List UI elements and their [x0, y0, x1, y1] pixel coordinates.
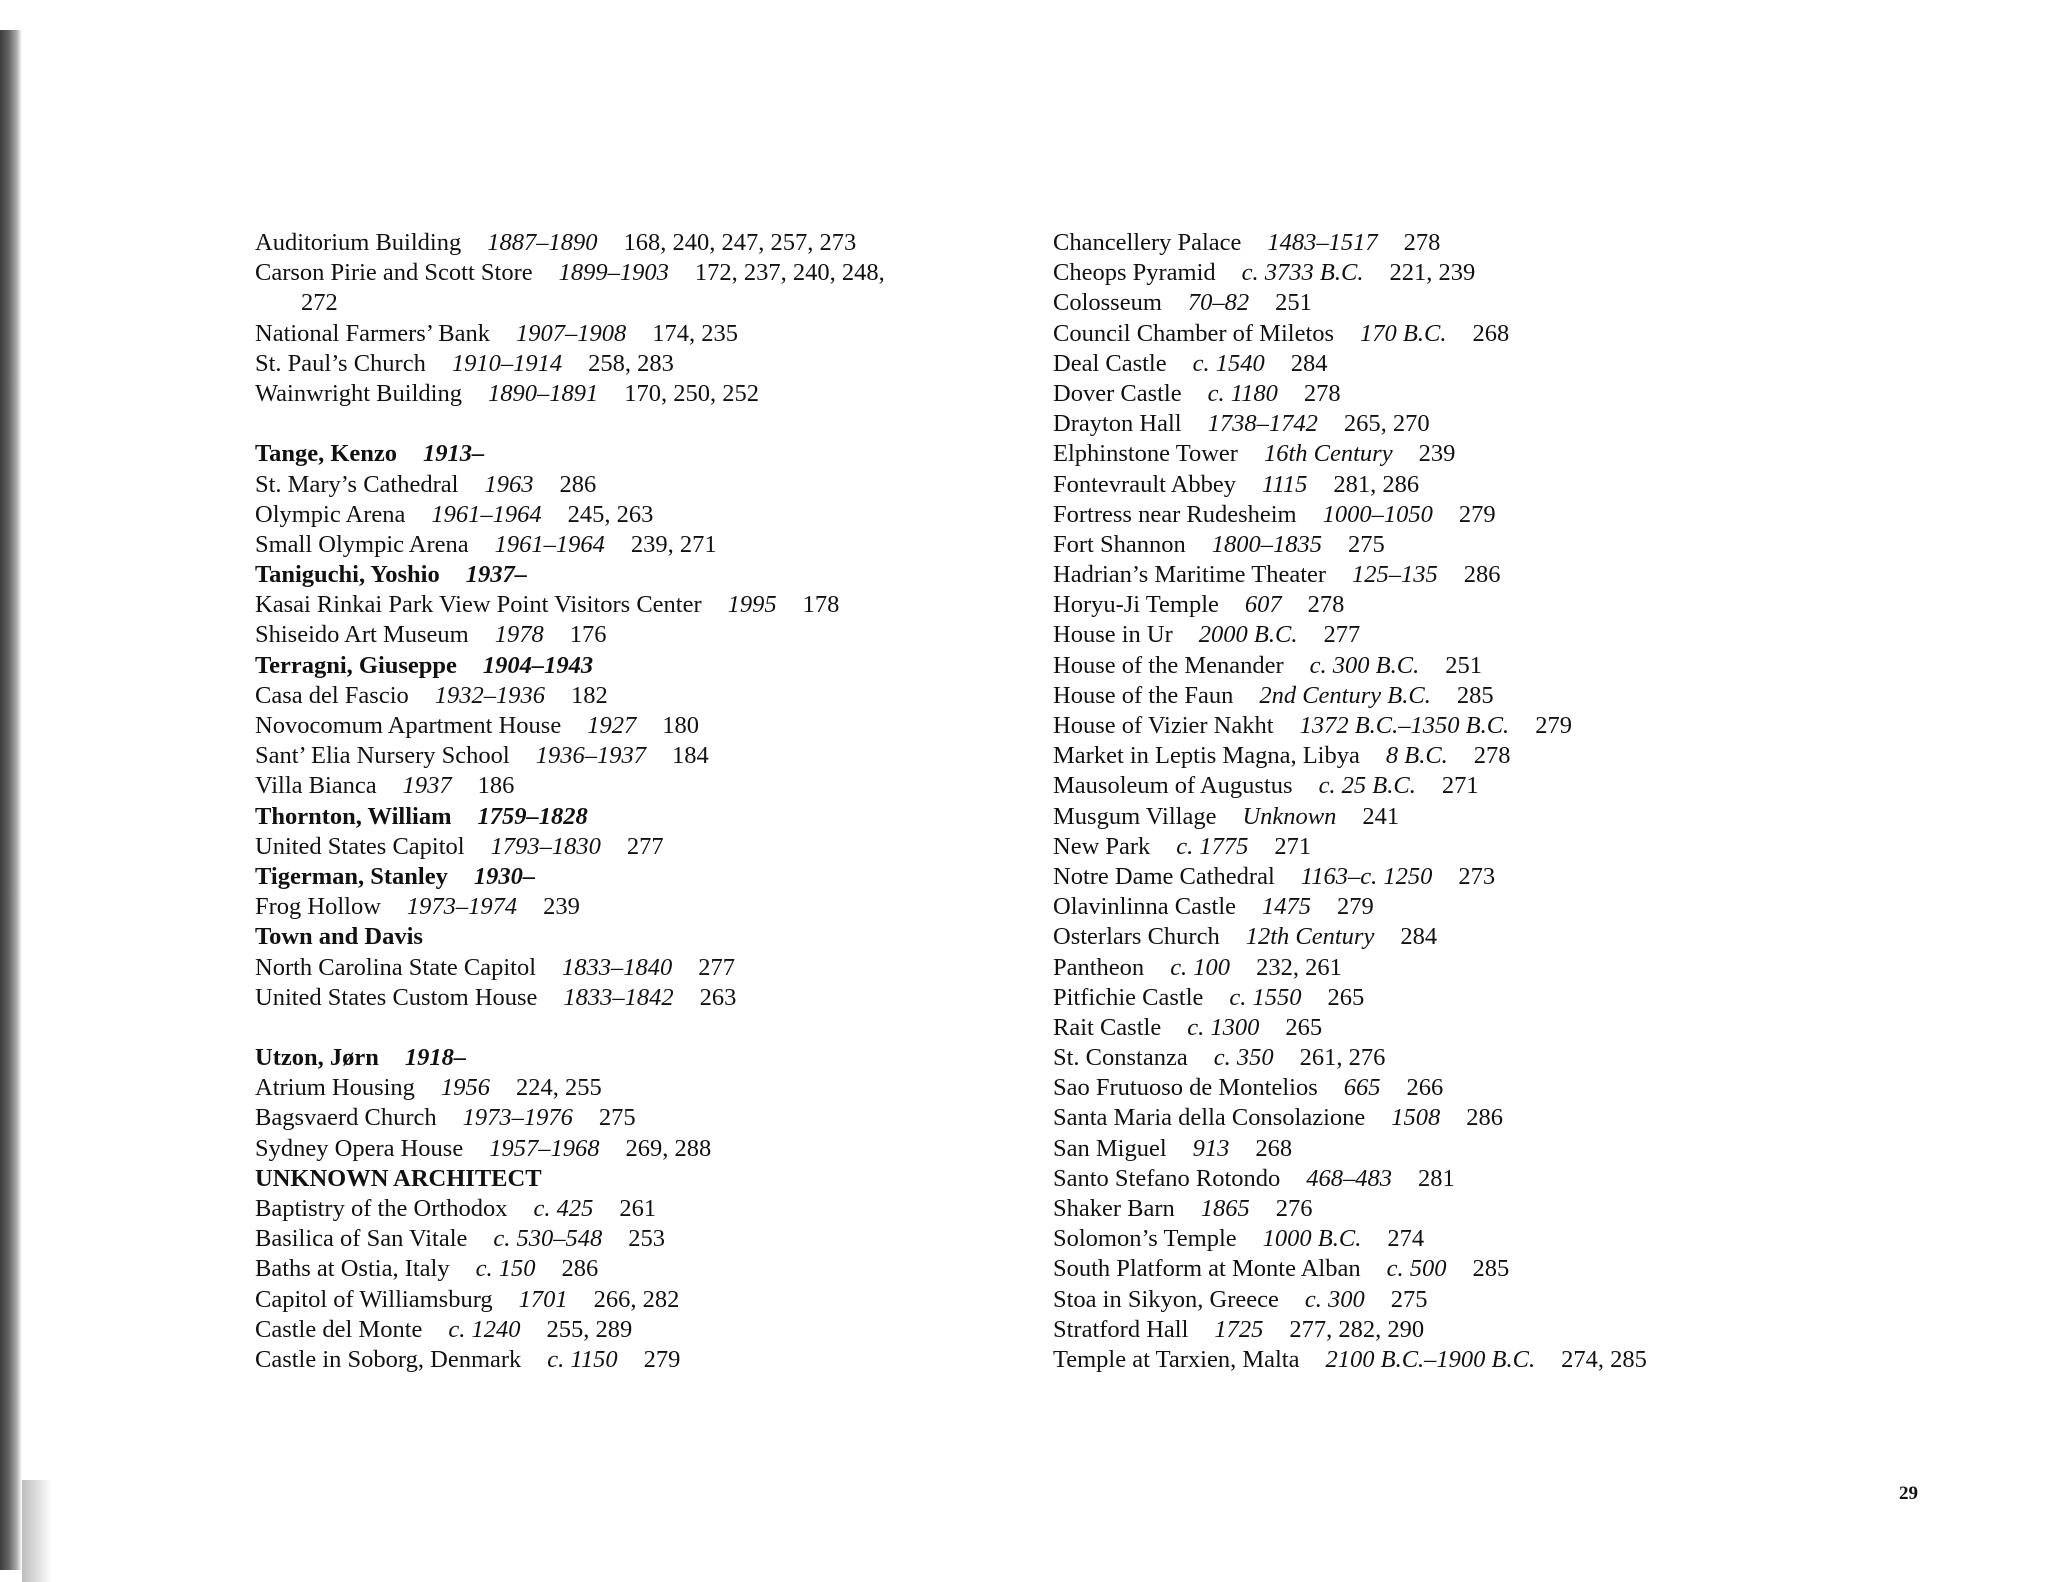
building-name: Casa del Fascio	[255, 681, 409, 709]
building-date: 913	[1192, 1134, 1230, 1162]
building-date: 1800–1835	[1211, 530, 1322, 558]
architect-name: Utzon, Jørn	[255, 1044, 379, 1072]
index-entry	[1053, 1164, 1813, 1194]
entry-pages: 279	[1458, 500, 1496, 528]
building-name: Baths at Ostia, Italy	[255, 1255, 450, 1283]
entry-pages: 251	[1275, 289, 1312, 317]
entry-continuation	[255, 288, 1015, 318]
entry-pages: 286	[1466, 1104, 1504, 1132]
index-entry	[1053, 439, 1813, 469]
entry-pages: 275	[1390, 1285, 1428, 1313]
entry-pages: 286	[561, 1255, 599, 1283]
building-date: 607	[1244, 591, 1282, 619]
building-date: 1475	[1262, 893, 1312, 921]
entry-pages: 278	[1307, 591, 1345, 619]
architect-heading	[255, 802, 1015, 832]
entry-pages: 277, 282, 290	[1289, 1315, 1425, 1343]
index-entry	[1053, 500, 1813, 530]
building-date: c. 100	[1170, 953, 1231, 981]
entry-pages: 281	[1418, 1164, 1455, 1192]
building-name: Sant’ Elia Nursery School	[255, 742, 510, 770]
entry-pages: 277	[698, 953, 736, 981]
index-entry	[255, 681, 1015, 711]
building-name: House in Ur	[1053, 621, 1173, 649]
architect-heading	[255, 651, 1015, 681]
building-name: Castle in Soborg, Denmark	[255, 1345, 522, 1373]
index-entry	[1053, 711, 1813, 741]
building-name: Fort Shannon	[1053, 530, 1186, 558]
building-name: Notre Dame Cathedral	[1053, 862, 1275, 890]
entry-pages: 265	[1327, 983, 1365, 1011]
building-date: 1957–1968	[489, 1134, 600, 1162]
index-entry	[1053, 1043, 1813, 1073]
index-entry	[255, 771, 1015, 801]
index-entry	[255, 1134, 1015, 1164]
index-entry	[1053, 620, 1813, 650]
entry-pages: 266, 282	[593, 1285, 680, 1313]
building-name: United States Custom House	[255, 983, 538, 1011]
building-date: c. 1180	[1207, 379, 1278, 407]
entry-pages: 178	[802, 591, 840, 619]
building-name: Olavinlinna Castle	[1053, 893, 1237, 921]
architect-dates: 1937–	[465, 561, 527, 589]
building-date: 1163–c. 1250	[1300, 862, 1433, 890]
entry-pages: 174, 235	[652, 319, 738, 347]
building-date: 1927	[587, 712, 637, 739]
index-entry	[1053, 1194, 1813, 1224]
building-name: Mausoleum of Augustus	[1053, 772, 1293, 800]
building-name: Basilica of San Vitale	[255, 1225, 468, 1253]
entry-pages: 271	[1274, 832, 1312, 860]
entry-pages: 279	[643, 1345, 681, 1373]
entry-pages: 269, 288	[625, 1134, 712, 1162]
index-entry	[255, 832, 1015, 862]
entry-pages: 268	[1472, 319, 1510, 347]
building-date: 1865	[1200, 1195, 1250, 1222]
index-entry	[1053, 892, 1813, 922]
building-name: San Miguel	[1053, 1134, 1167, 1162]
building-name: Wainwright Building	[255, 379, 462, 407]
index-entry	[255, 590, 1015, 620]
entry-pages: 265, 270	[1343, 410, 1430, 438]
index-entry	[255, 983, 1015, 1013]
entry-pages: 279	[1535, 712, 1572, 739]
entry-pages: 265	[1285, 1013, 1323, 1041]
entry-pages: 272	[301, 289, 338, 317]
entry-pages: 263	[699, 983, 737, 1011]
index-entry	[1053, 771, 1813, 801]
entry-pages: 285	[1456, 681, 1494, 709]
index-entry	[255, 258, 1015, 288]
building-name: Pitfichie Castle	[1053, 983, 1204, 1011]
building-date: 1890–1891	[487, 379, 599, 407]
building-date: 2100 B.C.–1900 B.C.	[1325, 1345, 1536, 1373]
building-date: 2000 B.C.	[1198, 621, 1298, 649]
building-name: Capitol of Williamsburg	[255, 1285, 493, 1313]
architect-name: Town and Davis	[255, 923, 423, 951]
entry-pages: 253	[628, 1225, 666, 1253]
building-name: New Park	[1053, 832, 1151, 860]
building-name: Small Olympic Arena	[255, 530, 469, 558]
entry-pages: 281, 286	[1333, 470, 1420, 498]
building-name: Drayton Hall	[1053, 410, 1182, 438]
entry-pages: 221, 239	[1389, 259, 1476, 287]
index-entry	[1053, 862, 1813, 892]
building-date: 1932–1936	[434, 681, 546, 709]
page-number: 29	[1899, 1483, 1918, 1504]
building-name: Deal Castle	[1053, 349, 1167, 377]
building-date: 1910–1914	[451, 349, 563, 377]
entry-pages: 224, 255	[515, 1074, 602, 1102]
entry-pages: 180	[662, 712, 699, 739]
building-name: Olympic Arena	[255, 500, 406, 528]
index-entry	[1053, 832, 1813, 862]
building-name: Fontevrault Abbey	[1053, 470, 1237, 498]
building-date: 1793–1830	[490, 832, 601, 860]
building-date: 1725	[1214, 1315, 1264, 1343]
building-date: c. 150	[475, 1255, 536, 1283]
entry-pages: 274	[1387, 1225, 1425, 1253]
entry-pages: 168, 240, 247, 257, 273	[623, 229, 857, 256]
architect-name: Tigerman, Stanley	[255, 862, 448, 890]
building-date: 1973–1974	[406, 893, 518, 921]
building-date: 1000 B.C.	[1262, 1225, 1362, 1253]
building-name: South Platform at Monte Alban	[1053, 1255, 1361, 1283]
building-date: 1833–1842	[563, 983, 674, 1011]
building-date: c. 1240	[448, 1315, 521, 1343]
entry-pages: 232, 261	[1256, 953, 1342, 981]
index-entry	[1053, 560, 1813, 590]
index-entry	[1053, 1073, 1813, 1103]
entry-pages: 277	[626, 832, 664, 860]
index-column-left	[255, 228, 1015, 1375]
section-gap	[255, 1013, 1015, 1043]
building-name: Fortress near Rudesheim	[1053, 500, 1297, 528]
index-entry	[255, 500, 1015, 530]
entry-pages: 239, 271	[630, 530, 717, 558]
architect-heading	[255, 1043, 1015, 1073]
building-date: c. 1300	[1187, 1013, 1260, 1041]
building-date: 8 B.C.	[1385, 742, 1448, 770]
building-name: Horyu-Ji Temple	[1053, 591, 1219, 619]
index-entry	[1053, 1345, 1813, 1375]
entry-pages: 182	[571, 681, 608, 709]
building-date: 468–483	[1306, 1164, 1393, 1192]
building-date: c. 350	[1213, 1044, 1274, 1072]
index-entry	[255, 620, 1015, 650]
index-entry	[1053, 1013, 1813, 1043]
architect-heading	[255, 862, 1015, 892]
index-entry	[1053, 228, 1813, 258]
building-date: 16th Century	[1263, 440, 1393, 468]
building-name: Chancellery Palace	[1053, 229, 1242, 256]
entry-pages: 285	[1472, 1255, 1510, 1283]
building-name: Elphinstone Tower	[1053, 440, 1238, 468]
index-entry	[255, 953, 1015, 983]
building-name: Carson Pirie and Scott Store	[255, 259, 533, 287]
building-date: c. 300 B.C.	[1309, 651, 1420, 679]
index-entry	[1053, 409, 1813, 439]
building-name: United States Capitol	[255, 832, 465, 860]
architect-dates: 1918–	[404, 1044, 467, 1072]
building-date: 12th Century	[1245, 923, 1375, 951]
building-name: Shaker Barn	[1053, 1195, 1175, 1222]
building-name: National Farmers’ Bank	[255, 319, 490, 347]
building-date: 1936–1937	[535, 742, 646, 770]
index-entry	[1053, 590, 1813, 620]
building-name: St. Constanza	[1053, 1044, 1188, 1072]
entry-pages: 176	[569, 621, 607, 649]
building-date: Unknown	[1242, 802, 1337, 830]
entry-pages: 273	[1458, 862, 1496, 890]
index-entry	[255, 470, 1015, 500]
building-date: 1508	[1391, 1104, 1441, 1132]
index-entry	[255, 1194, 1015, 1224]
building-name: Solomon’s Temple	[1053, 1225, 1237, 1253]
index-entry	[1053, 530, 1813, 560]
index-entry	[1053, 1254, 1813, 1284]
index-entry	[255, 1254, 1015, 1284]
entry-pages: 268	[1255, 1134, 1293, 1162]
building-name: Pantheon	[1053, 953, 1145, 981]
index-entry	[1053, 379, 1813, 409]
entry-pages: 239	[543, 893, 580, 921]
architect-dates: 1904–1943	[482, 651, 594, 679]
building-name: Osterlars Church	[1053, 923, 1220, 951]
building-date: 1000–1050	[1322, 500, 1433, 528]
index-entry	[1053, 319, 1813, 349]
building-name: Kasai Rinkai Park View Point Visitors Center	[255, 591, 702, 619]
building-name: Atrium Housing	[255, 1074, 415, 1102]
building-date: 1978	[494, 621, 544, 649]
building-date: c. 3733 B.C.	[1241, 259, 1364, 287]
building-name: Sao Frutuoso de Montelios	[1053, 1074, 1318, 1102]
entry-pages: 245, 263	[567, 500, 654, 528]
book-spine-shadow	[0, 30, 22, 1570]
entry-pages: 284	[1290, 349, 1328, 377]
building-date: 665	[1343, 1074, 1381, 1102]
building-date: 1115	[1262, 470, 1308, 498]
entry-pages: 258, 283	[588, 349, 674, 377]
building-name: House of the Menander	[1053, 651, 1284, 679]
index-entry	[1053, 1134, 1813, 1164]
building-name: Villa Bianca	[255, 772, 377, 800]
building-date: c. 1540	[1192, 349, 1265, 377]
building-date: 125–135	[1352, 561, 1438, 589]
entry-pages: 266	[1406, 1074, 1444, 1102]
index-entry	[255, 1073, 1015, 1103]
entry-pages: 278	[1403, 229, 1441, 256]
page-edge-shadow	[22, 1480, 52, 1582]
building-date: 1963	[484, 470, 534, 498]
building-name: Bagsvaerd Church	[255, 1104, 437, 1132]
entry-pages: 239	[1418, 440, 1456, 468]
building-date: 1701	[518, 1285, 568, 1313]
building-name: Santo Stefano Rotondo	[1053, 1164, 1281, 1192]
entry-pages: 286	[559, 470, 597, 498]
index-entry	[1053, 1315, 1813, 1345]
index-entry	[255, 349, 1015, 379]
building-date: 1899–1903	[558, 259, 669, 287]
architect-heading	[255, 560, 1015, 590]
building-date: c. 25 B.C.	[1318, 772, 1416, 800]
building-name: St. Paul’s Church	[255, 349, 426, 377]
building-date: c. 1775	[1176, 832, 1249, 860]
building-date: 1738–1742	[1207, 410, 1318, 438]
index-entry	[255, 711, 1015, 741]
index-entry	[1053, 983, 1813, 1013]
index-column-right	[1053, 228, 1813, 1375]
entry-pages: 276	[1275, 1195, 1313, 1222]
building-name: Musgum Village	[1053, 802, 1217, 830]
building-name: St. Mary’s Cathedral	[255, 470, 459, 498]
building-name: House of the Faun	[1053, 681, 1234, 709]
building-date: c. 300	[1304, 1285, 1365, 1313]
entry-pages: 278	[1303, 379, 1341, 407]
entry-pages: 261, 276	[1299, 1044, 1386, 1072]
index-entry	[1053, 741, 1813, 771]
index-entry	[1053, 288, 1813, 318]
building-date: c. 425	[533, 1195, 594, 1222]
architect-name: Terragni, Giuseppe	[255, 651, 457, 679]
entry-pages: 170, 250, 252	[624, 379, 759, 407]
index-entry	[255, 1285, 1015, 1315]
index-entry	[255, 1315, 1015, 1345]
building-date: 1995	[727, 591, 777, 619]
entry-pages: 255, 289	[546, 1315, 633, 1343]
entry-pages: 186	[477, 772, 515, 800]
architect-name: Thornton, William	[255, 802, 452, 830]
entry-pages: 278	[1473, 742, 1511, 770]
building-name: Rait Castle	[1053, 1013, 1162, 1041]
building-date: c. 500	[1386, 1255, 1447, 1283]
entry-pages: 261	[619, 1195, 657, 1222]
building-name: Frog Hollow	[255, 893, 381, 921]
index-entry	[255, 228, 1015, 258]
entry-pages: 241	[1362, 802, 1400, 830]
entry-pages: 275	[598, 1104, 636, 1132]
index-entry	[1053, 349, 1813, 379]
index-entry	[1053, 1224, 1813, 1254]
architect-dates: 1759–1828	[477, 802, 588, 830]
building-date: 170 B.C.	[1360, 319, 1447, 347]
index-entry	[255, 892, 1015, 922]
building-name: Market in Leptis Magna, Libya	[1053, 742, 1360, 770]
architect-name: UNKNOWN ARCHITECT	[255, 1164, 542, 1192]
entry-pages: 286	[1463, 561, 1501, 589]
building-name: House of Vizier Nakht	[1053, 712, 1274, 739]
index-entry	[1053, 651, 1813, 681]
index-entry	[1053, 1103, 1813, 1133]
building-name: Stratford Hall	[1053, 1315, 1189, 1343]
building-date: 1961–1964	[494, 530, 605, 558]
index-entry	[1053, 470, 1813, 500]
building-name: Baptistry of the Orthodox	[255, 1195, 508, 1222]
building-name: Shiseido Art Museum	[255, 621, 469, 649]
building-name: Hadrian’s Maritime Theater	[1053, 561, 1327, 589]
index-entry	[255, 319, 1015, 349]
index-entry	[255, 1224, 1015, 1254]
building-date: 1372 B.C.–1350 B.C.	[1299, 712, 1510, 739]
building-name: Castle del Monte	[255, 1315, 423, 1343]
index-entry	[1053, 681, 1813, 711]
building-name: Santa Maria della Consolazione	[1053, 1104, 1366, 1132]
building-name: Temple at Tarxien, Malta	[1053, 1345, 1300, 1373]
architect-heading	[255, 439, 1015, 469]
building-date: 1973–1976	[462, 1104, 573, 1132]
building-name: North Carolina State Capitol	[255, 953, 537, 981]
entry-pages: 274, 285	[1561, 1345, 1647, 1373]
section-gap	[255, 409, 1015, 439]
building-date: 1956	[440, 1074, 490, 1102]
building-name: Auditorium Building	[255, 229, 462, 256]
entry-pages: 271	[1441, 772, 1479, 800]
building-name: Novocomum Apartment House	[255, 712, 562, 739]
index-entry	[1053, 1285, 1813, 1315]
entry-pages: 284	[1400, 923, 1438, 951]
building-name: Stoa in Sikyon, Greece	[1053, 1285, 1279, 1313]
building-date: 1887–1890	[487, 229, 598, 256]
entry-pages: 275	[1347, 530, 1385, 558]
building-date: 1833–1840	[562, 953, 673, 981]
building-date: c. 1150	[547, 1345, 618, 1373]
index-entry	[255, 1345, 1015, 1375]
architect-heading	[255, 1164, 1015, 1194]
index-entry	[255, 379, 1015, 409]
index-entry	[1053, 953, 1813, 983]
index-entry	[255, 1103, 1015, 1133]
architect-name: Taniguchi, Yoshio	[255, 561, 440, 589]
entry-pages: 184	[671, 742, 709, 770]
entry-pages: 279	[1337, 893, 1374, 921]
building-date: 1937	[402, 772, 452, 800]
entry-pages: 172, 237, 240, 248,	[694, 259, 885, 287]
building-name: Dover Castle	[1053, 379, 1182, 407]
building-name: Cheops Pyramid	[1053, 259, 1216, 287]
architect-heading	[255, 922, 1015, 952]
index-entry	[1053, 258, 1813, 288]
building-date: 1483–1517	[1267, 229, 1378, 256]
entry-pages: 251	[1445, 651, 1482, 679]
building-date: c. 530–548	[493, 1225, 603, 1253]
building-date: 70–82	[1187, 289, 1250, 317]
index-entry	[255, 741, 1015, 771]
building-name: Council Chamber of Miletos	[1053, 319, 1335, 347]
building-date: c. 1550	[1229, 983, 1302, 1011]
entry-pages: 277	[1323, 621, 1361, 649]
index-entry	[1053, 802, 1813, 832]
building-name: Colosseum	[1053, 289, 1162, 317]
index-entry	[1053, 922, 1813, 952]
building-date: 1907–1908	[515, 319, 627, 347]
building-name: Sydney Opera House	[255, 1134, 464, 1162]
index-entry	[255, 530, 1015, 560]
building-date: 2nd Century B.C.	[1259, 681, 1431, 709]
building-date: 1961–1964	[431, 500, 542, 528]
architect-dates: 1930–	[473, 862, 536, 890]
architect-name: Tange, Kenzo	[255, 440, 398, 468]
architect-dates: 1913–	[423, 440, 485, 468]
